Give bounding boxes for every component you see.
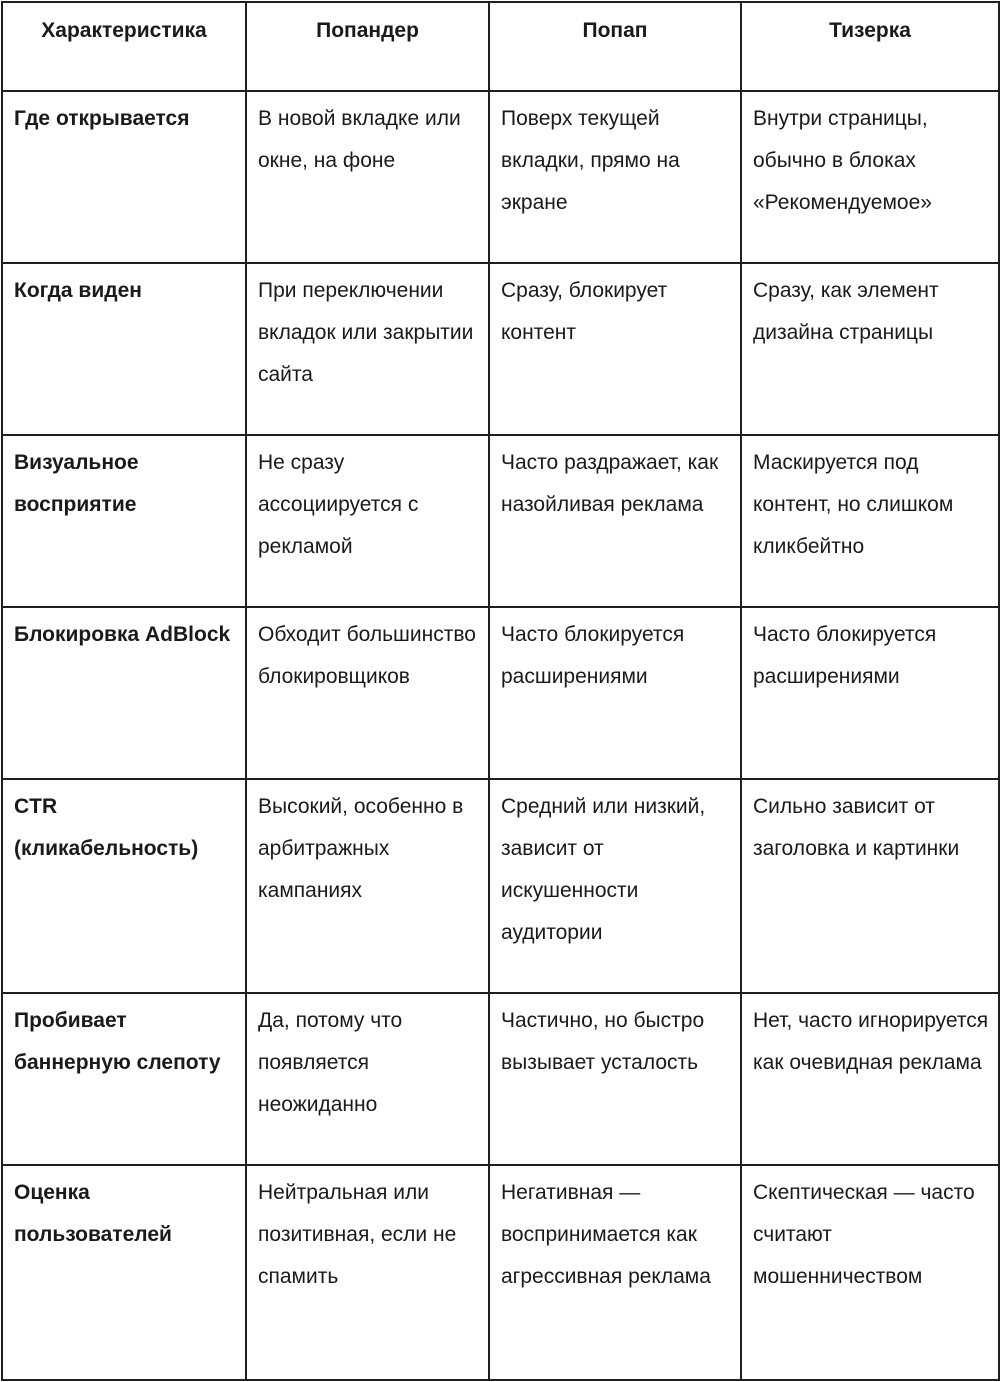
cell-popunder: При переключении вкладок или закрытии сайта (246, 263, 489, 435)
table-row (2, 607, 999, 779)
table-row (2, 263, 999, 435)
header-popup: Попап (489, 2, 741, 91)
row-label: Блокировка AdBlock (2, 607, 246, 779)
table-row (2, 779, 999, 993)
cell-popunder: Не сразу ассоциируется с рекламой (246, 435, 489, 607)
header-teaser: Тизерка (741, 2, 999, 91)
cell-popunder: Нейтральная или позитивная, если не спамить (246, 1165, 489, 1380)
cell-teaser: Сразу, как элемент дизайна страницы (741, 263, 999, 435)
cell-teaser: Маскируется под контент, но слишком кликбейтно (741, 435, 999, 607)
cell-teaser: Сильно зависит от заголовка и картинки (741, 779, 999, 993)
cell-popup: Часто раздражает, как назойливая реклама (489, 435, 741, 607)
row-label: Пробивает баннерную слепоту (2, 993, 246, 1165)
comparison-table (1, 1, 1000, 1381)
table-row (2, 1165, 999, 1380)
cell-popup: Сразу, блокирует контент (489, 263, 741, 435)
header-characteristic: Характеристика (2, 2, 246, 91)
cell-popunder: Высокий, особенно в арбитражных кампаниях (246, 779, 489, 993)
cell-popup: Частично, но быстро вызывает усталость (489, 993, 741, 1165)
cell-teaser: Внутри страницы, обычно в блоках «Рекомендуемое» (741, 91, 999, 263)
table-row (2, 435, 999, 607)
cell-popup: Часто блокируется расширениями (489, 607, 741, 779)
row-label: Где открывается (2, 91, 246, 263)
cell-popunder: Обходит большинство блокировщиков (246, 607, 489, 779)
row-label: Оценка пользователей (2, 1165, 246, 1380)
table-row (2, 993, 999, 1165)
cell-popup: Негативная — воспринимается как агрессивная реклама (489, 1165, 741, 1380)
cell-popunder: В новой вкладке или окне, на фоне (246, 91, 489, 263)
cell-popup: Средний или низкий, зависит от искушенности аудитории (489, 779, 741, 993)
header-popunder: Попандер (246, 2, 489, 91)
row-label: CTR (кликабельность) (2, 779, 246, 993)
cell-teaser: Нет, часто игнорируется как очевидная реклама (741, 993, 999, 1165)
cell-teaser: Часто блокируется расширениями (741, 607, 999, 779)
cell-teaser: Скептическая — часто считают мошенничеством (741, 1165, 999, 1380)
table-row (2, 91, 999, 263)
cell-popunder: Да, потому что появляется неожиданно (246, 993, 489, 1165)
cell-popup: Поверх текущей вкладки, прямо на экране (489, 91, 741, 263)
row-label: Визуальное восприятие (2, 435, 246, 607)
table-header-row (2, 2, 999, 91)
row-label: Когда виден (2, 263, 246, 435)
